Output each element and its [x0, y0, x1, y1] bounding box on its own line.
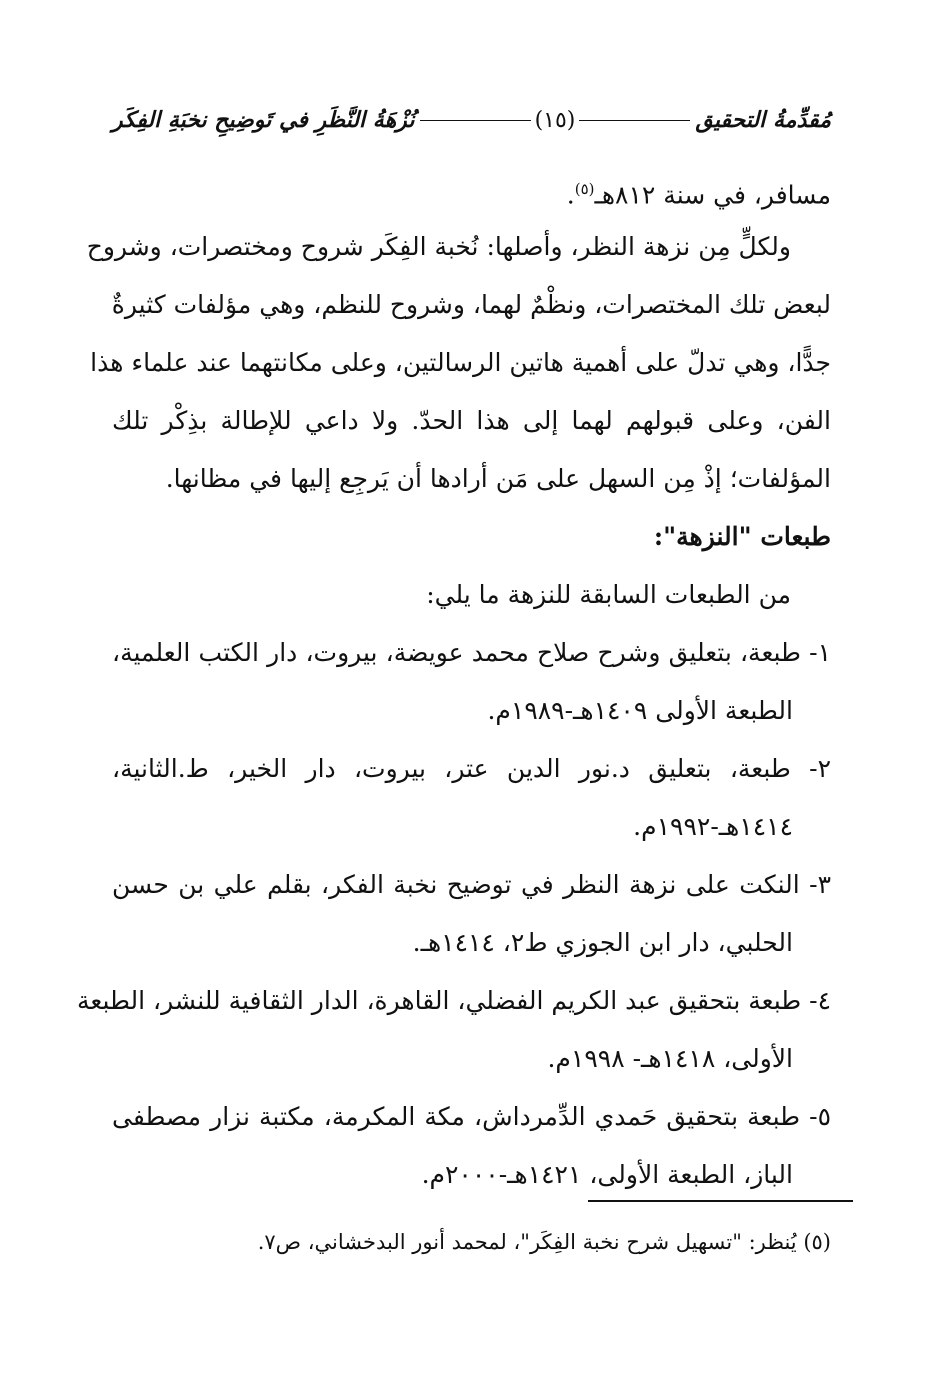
section-heading: طبعات "النزهة":: [653, 522, 831, 551]
main-text: [77, 160, 831, 1204]
edition-4-line-2: الأولى، ١٤١٨هـ- ١٩٩٨م.: [547, 1044, 793, 1073]
page-number: (١٥): [534, 107, 576, 133]
header-rule-left: [420, 120, 530, 121]
edition-3-line-1: ٣- النكت على نزهة النظر في توضيح نخبة الفكر، بقلم علي بن حسن: [112, 870, 831, 899]
paragraph-2-line-3: جدًّا، وهي تدلّ على أهمية هاتين الرسالتين، وعلى مكانتهما عند علماء هذا: [90, 348, 831, 377]
paragraph-1-end: .: [566, 180, 575, 210]
edition-2-line-1: ٢- طبعة، بتعليق د.نور الدين عتر، بيروت، دار الخير، ط.الثانية،: [112, 754, 831, 783]
header-rule-right: [579, 120, 689, 121]
footnote: (٥) يُنظر: "تسهيل شرح نخبة الفِكَر"، لمحمد أنور البدخشاني، ص٧.: [257, 1230, 831, 1254]
paragraph-1-line: [112, 160, 831, 218]
edition-3-line-2: الحلبي، دار ابن الجوزي ط٢، ١٤١٤هـ.: [412, 928, 793, 957]
edition-4-line-1: ٤- طبعة بتحقيق عبد الكريم الفضلي، القاهرة، الدار الثقافية للنشر، الطبعة: [77, 986, 831, 1015]
paragraph-2-line-1: ولكلٍّ مِن نزهة النظر، وأصلها: نُخبة الفِكَر شروح ومختصرات، وشروح: [86, 232, 791, 261]
paragraph-1-text: مسافر، في سنة ٨١٢هـ: [594, 180, 831, 210]
edition-5-line-2: الباز، الطبعة الأولى، ١٤٢١هـ-٢٠٠٠م.: [421, 1160, 793, 1189]
footnote-ref[interactable]: (٥): [574, 180, 595, 198]
footnote-separator: [588, 1200, 853, 1202]
page-header: [112, 100, 831, 140]
header-book-title: نُزْهَةُ النَّظَرِ في تَوضِيحِ نخبَةِ الفِكَر: [112, 107, 415, 133]
header-rule-group: [420, 108, 689, 133]
paragraph-2-line-5: المؤلفات؛ إذْ مِن السهل على مَن أرادها أن يَرجِع إليها في مظانها.: [165, 464, 831, 493]
edition-1-line-2: الطبعة الأولى ١٤٠٩هـ-١٩٨٩م.: [487, 696, 793, 725]
paragraph-2-line-2: لبعض تلك المختصرات، ونظْمٌ لهما، وشروح للنظم، وهي مؤلفات كثيرةٌ: [111, 290, 831, 319]
edition-1-line-1: ١- طبعة، بتعليق وشرح صلاح محمد عويضة، بيروت، دار الكتب العلمية،: [112, 638, 831, 667]
header-chapter-title: مُقدِّمةُ التحقيق: [695, 107, 831, 133]
section-intro: من الطبعات السابقة للنزهة ما يلي:: [426, 580, 791, 609]
edition-2-line-2: ١٤١٤هـ-١٩٩٢م.: [633, 812, 793, 841]
edition-5-line-1: ٥- طبعة بتحقيق حَمدي الدِّمرداش، مكة المكرمة، مكتبة نزار مصطفى: [112, 1102, 831, 1131]
paragraph-2-line-4: الفن، وعلى قبولهم لهما إلى هذا الحدّ. ولا داعي للإطالة بذِكْر تلك: [112, 406, 831, 435]
